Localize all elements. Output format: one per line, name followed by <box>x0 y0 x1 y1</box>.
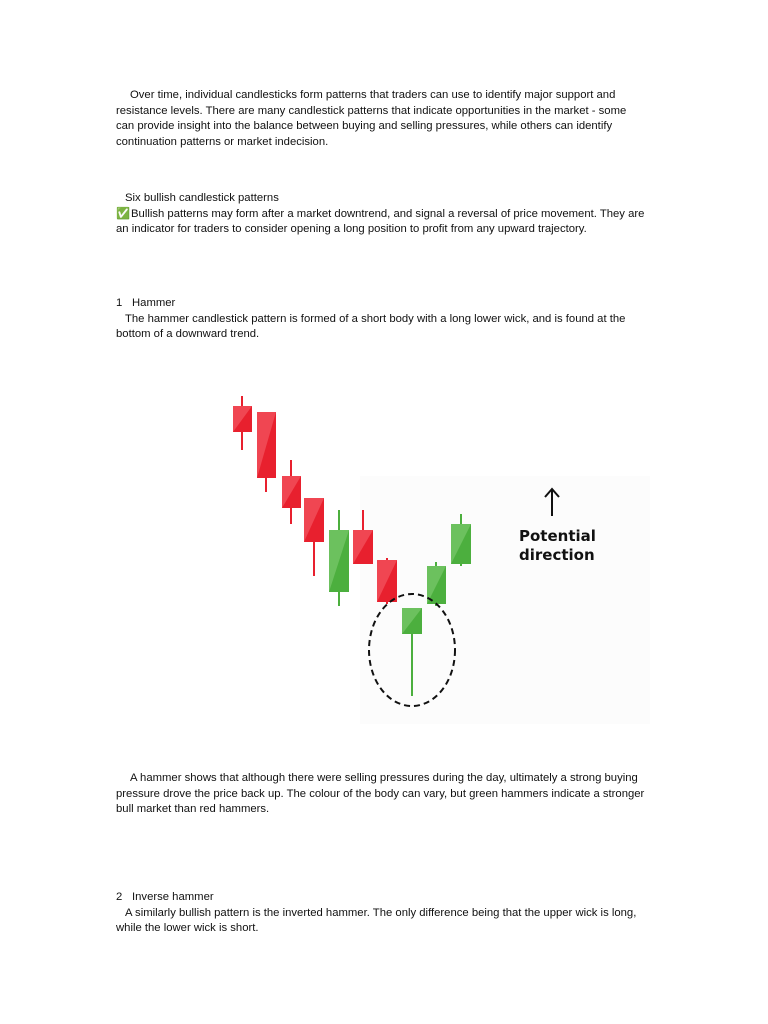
candlestick-svg <box>220 388 652 728</box>
inverse-hammer-number: 2 <box>116 891 123 903</box>
bullish-heading <box>116 191 646 207</box>
inverse-hammer-description <box>116 906 646 937</box>
bear-candle-2 <box>257 412 276 492</box>
bullish-text: Bullish patterns may form after a market downtrend, and signal a reversal of price movement. They are an indicator for traders to consider opening a long position to profit from any upward trajectory. <box>116 207 645 235</box>
bull-candle-1 <box>329 510 349 606</box>
bear-candle-4 <box>304 498 324 576</box>
hammer-explanation-text: A hammer shows that although there were selling pressures during the day, ultimately a strong buying pressure drove the price back up. The colour of the body can vary, but green hammers indicate a stronger bull market than red hammers. <box>116 772 645 815</box>
intro-text: Over time, individual candlesticks form patterns that traders can use to identify major support and resistance levels. There are many candlestick patterns that indicate opportunities in the market - some can provide insight into the balance between buying and selling pressures, while others can identify continuation patterns or market indecision. <box>116 89 627 148</box>
figure-background <box>360 476 650 724</box>
inverse-hammer-heading <box>116 890 646 906</box>
hammer-title: Hammer <box>132 297 176 309</box>
hammer-explanation <box>116 771 646 818</box>
potential-label: Potential <box>519 527 596 545</box>
bear-candle-3 <box>282 460 301 524</box>
direction-label: direction <box>519 546 595 564</box>
inverse-hammer-title: Inverse hammer <box>132 891 214 903</box>
bullish-paragraph <box>116 207 646 238</box>
bear-candle-1 <box>233 396 252 450</box>
hammer-heading <box>116 296 646 312</box>
hammer-description-text: The hammer candlestick pattern is formed of a short body with a long lower wick, and is found at the bottom of a downward trend. <box>116 312 626 340</box>
bullish-title: Six bullish candlestick patterns <box>125 192 279 204</box>
bear-candle-6 <box>377 558 397 604</box>
check-icon: ✅ <box>116 207 131 220</box>
hammer-candlestick-figure <box>220 388 652 728</box>
hammer-number: 1 <box>116 297 123 309</box>
hammer-description <box>116 312 646 343</box>
inverse-hammer-description-text: A similarly bullish pattern is the inverted hammer. The only difference being that the upper wick is long, while the lower wick is short. <box>116 906 637 934</box>
intro-paragraph <box>116 88 646 150</box>
